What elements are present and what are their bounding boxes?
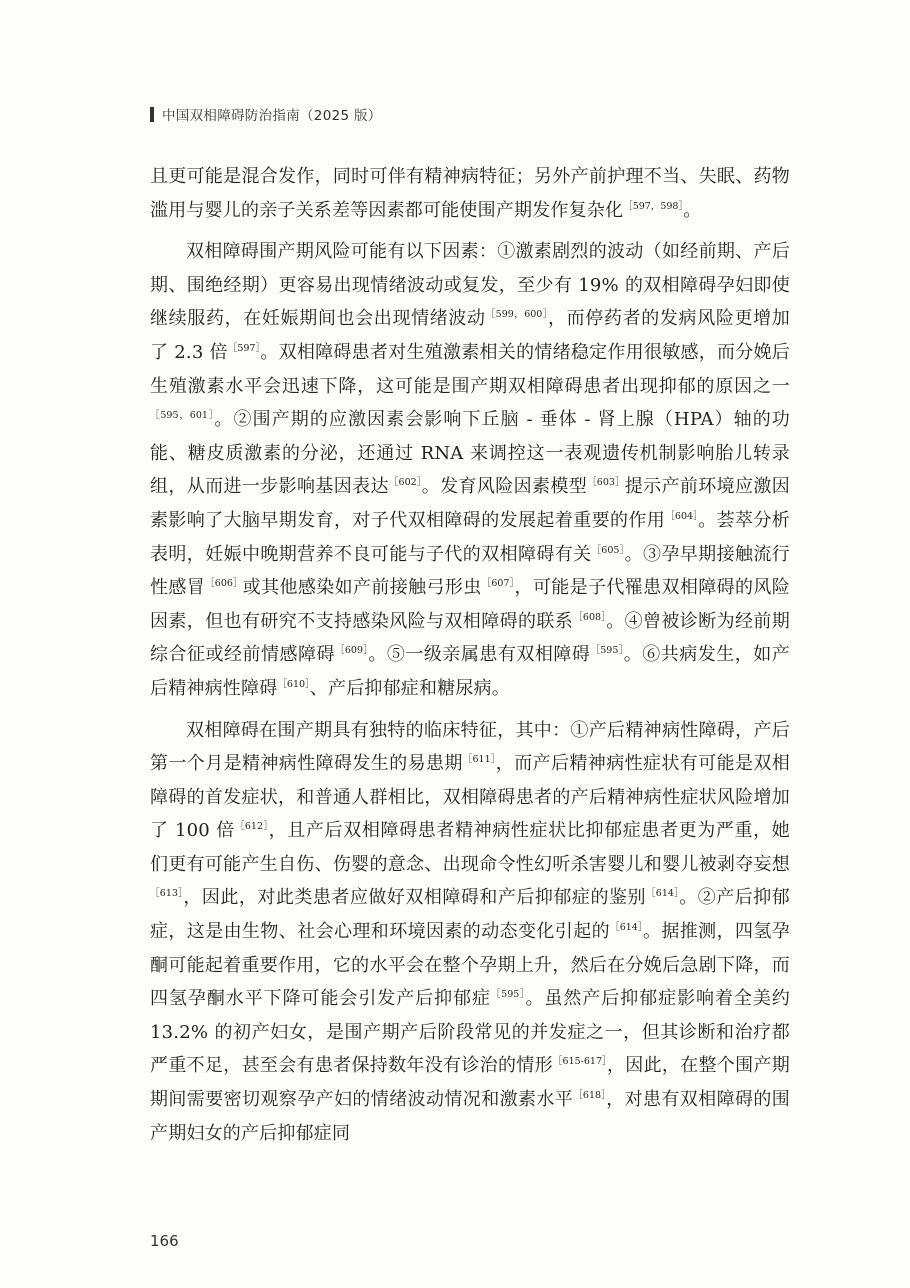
text-run: 双相障碍在围产期具有独特的临床特征，其中：①产后精神病性障碍，产后第一个月是精神病性障碍发生的易患期 [150, 719, 790, 775]
header-title: 中国双相障碍防治指南（2025 版） [162, 108, 382, 124]
text-run: 或其他感染如产前接触弓形虫 [242, 577, 482, 599]
header-marker [150, 107, 154, 122]
text-run: 。②产后抑郁症，这是由生物、社会心理和环境因素的动态变化引起的 [150, 887, 791, 943]
page-number: 166 [150, 1232, 179, 1250]
text-run: ，而产后精神病性症状有可能是双相障碍的首发症状，和普通人群相比，双相障碍患者的产后精神病性症状风险增加了 100 倍 [150, 753, 790, 842]
text-run: 。双相障碍患者对生殖激素相关的情绪稳定作用很敏感，而分娩后生殖激素水平会迅速下降，这可能是围产期双相障碍患者出现抑郁的原因之一 [150, 341, 791, 397]
text-run: 。 [683, 199, 702, 221]
citation-ref: ［602］ [388, 477, 422, 489]
paragraph [150, 714, 790, 1151]
text-run: 。④曾被诊断为经前期综合征或经前情感障碍 [150, 610, 790, 666]
citation-ref: ［610］ [277, 678, 310, 690]
citation-ref: ［595］ [590, 645, 624, 657]
text-run: 、产后抑郁症和糖尿病。 [309, 677, 510, 699]
paragraph [150, 235, 790, 705]
citation-ref: ［615-617］ [552, 1056, 607, 1068]
citation-ref: ［597，598］ [623, 200, 684, 212]
citation-ref: ［614］ [645, 888, 680, 900]
text-run: ，因此，在整个围产期期间需要密切观察孕产妇的情绪波动情况和激素水平 [150, 1055, 791, 1111]
text-run: 。③孕早期接触流行性感冒 [150, 543, 790, 599]
text-run: 提示产前环境应激因素影响了大脑早期发育，对子代双相障碍的发展起着重要的作用 [150, 476, 790, 531]
citation-ref: ［613］ [150, 888, 184, 900]
citation-ref: ［595］ [490, 989, 526, 1001]
citation-ref: ［609］ [335, 645, 369, 657]
text-run: ，因此，对此类患者应做好双相障碍和产后抑郁症的鉴别 [183, 887, 646, 909]
body-text [150, 160, 790, 1150]
text-run: 。⑤一级亲属患有双相障碍 [368, 644, 591, 666]
citation-ref: ［595，601］ [150, 410, 215, 422]
citation-ref: ［606］ [205, 578, 243, 590]
citation-ref: ［614］ [610, 922, 643, 934]
running-header [150, 104, 790, 124]
citation-ref: ［607］ [481, 578, 515, 590]
paragraph [150, 160, 790, 227]
text-run: 。⑥共病发生，如产后精神病性障碍 [150, 644, 791, 699]
text-run: ，而停药者的发病风险更增加了 2.3 倍 [150, 308, 791, 363]
citation-ref: ［603］ [587, 477, 625, 489]
text-run: 。荟萃分析表明，妊娠中晚期营养不良可能与子代的双相障碍有关 [150, 509, 790, 565]
citation-ref: ［604］ [665, 510, 699, 522]
text-run: 双相障碍围产期风险可能有以下因素：①激素剧烈的波动（如经前期、产后期、围绝经期）更容易出现情绪波动或复发，至少有 19% 的双相障碍孕妇即使继续服药，在妊娠期间也会出现情绪波动 [150, 241, 790, 330]
text-run: ，且产后双相障碍患者精神病性症状比抑郁症患者更为严重，她们更有可能产生自伤、伤婴的意念、出现命令性幻听杀害婴儿和婴儿被剥夺妄想 [150, 820, 791, 875]
text-run: 。发育风险因素模型 [421, 476, 588, 498]
citation-ref: ［618］ [573, 1090, 607, 1102]
citation-ref: ［599，600］ [485, 309, 548, 321]
text-run: 。据推测，四氢孕酮可能起着重要作用，它的水平会在整个孕期上升，然后在分娩后急剧下降，而四氢孕酮水平下降可能会引发产后抑郁症 [150, 921, 790, 1010]
citation-ref: ［612］ [234, 821, 269, 833]
citation-ref: ［597］ [227, 342, 261, 354]
citation-ref: ［611］ [462, 754, 496, 766]
text-run: 。虽然产后抑郁症影响着全美约 13.2% 的初产妇女，是围产期产后阶段常见的并发症之一，但其诊断和治疗都严重不足，甚至会有患者保持数年没有诊治的情形 [150, 988, 790, 1077]
text-run: ，对患有双相障碍的围产期妇女的产后抑郁症同 [150, 1089, 790, 1144]
citation-ref: ［608］ [573, 611, 607, 623]
text-run: ，可能是子代罹患双相障碍的风险因素，但也有研究不支持感染风险与双相障碍的联系 [150, 577, 790, 632]
citation-ref: ［605］ [591, 544, 625, 556]
text-run: 。②围产期的应激因素会影响下丘脑 - 垂体 - 肾上腺（HPA）轴的功能、糖皮质激素的分泌，还通过 RNA 来调控这一表观遗传机制影响胎儿转录组，从而进一步影响基因表达 [150, 409, 791, 498]
text-run: 且更可能是混合发作，同时可伴有精神病特征；另外产前护理不当、失眠、药物滥用与婴儿的亲子关系差等因素都可能使围产期发作复杂化 [150, 166, 790, 221]
